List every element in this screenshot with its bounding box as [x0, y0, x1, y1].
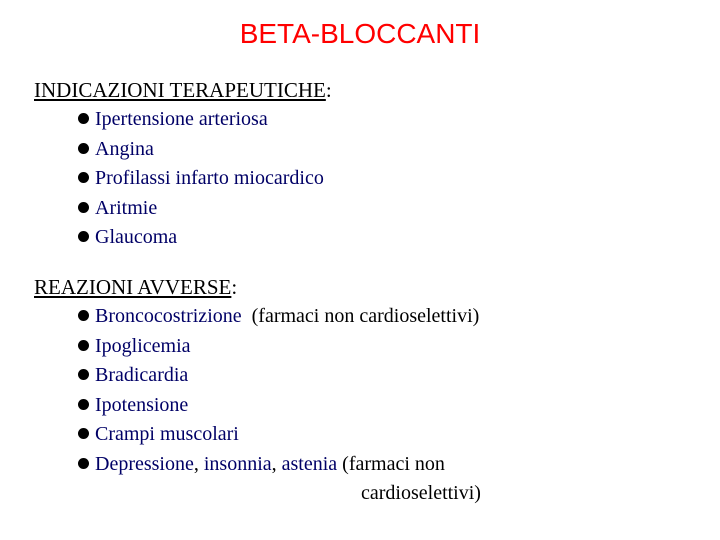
indications-list — [78, 105, 324, 253]
list-item-text-insonnia: insonnia — [203, 452, 272, 475]
adverse-heading-text: REAZIONI AVVERSE — [34, 275, 232, 299]
bullet-icon — [78, 113, 89, 124]
list-item-text-depressione: Depressione — [95, 452, 194, 475]
list-item — [78, 450, 481, 509]
list-item-text: Bradicardia — [95, 364, 189, 386]
list-item — [78, 391, 481, 421]
list-item-text: Ipertensione arteriosa — [95, 108, 268, 130]
adverse-heading-colon: : — [231, 275, 238, 299]
bullet-icon — [78, 202, 89, 213]
list-item — [78, 361, 481, 391]
bullet-icon — [78, 340, 89, 351]
list-item — [78, 302, 481, 332]
bullet-icon — [78, 428, 89, 439]
indications-heading-colon: : — [325, 78, 332, 102]
list-item-text-astenia: astenia — [281, 452, 338, 475]
list-item — [78, 135, 324, 165]
bullet-icon — [78, 458, 89, 469]
list-item-text: Profilassi infarto miocardico — [95, 167, 324, 189]
list-item — [78, 332, 481, 362]
list-item-text: Angina — [95, 137, 154, 160]
list-item-note-continued: cardioselettivi) — [361, 482, 481, 504]
list-item — [78, 223, 324, 253]
bullet-icon — [78, 369, 89, 380]
bullet-icon — [78, 399, 89, 410]
list-item — [78, 420, 481, 450]
bullet-icon — [78, 231, 89, 242]
list-item-separator: , — [193, 452, 204, 475]
list-item-separator: , — [271, 452, 282, 475]
list-item-text: Broncocostrizione — [95, 305, 242, 327]
adverse-list — [78, 302, 481, 509]
list-item — [78, 105, 324, 135]
list-item-text: Ipotensione — [95, 393, 189, 416]
indications-heading-text: INDICAZIONI TERAPEUTICHE — [34, 78, 326, 102]
page-title: BETA-BLOCCANTI — [239, 18, 481, 49]
list-item — [78, 194, 324, 224]
bullet-icon — [78, 310, 89, 321]
list-item-note: (farmaci non — [342, 452, 445, 475]
list-item — [78, 164, 324, 194]
bullet-icon — [78, 143, 89, 154]
list-item-text: Ipoglicemia — [95, 334, 191, 357]
bullet-icon — [78, 172, 89, 183]
list-item-text: Crampi muscolari — [95, 423, 239, 445]
list-item-note: (farmaci non cardioselettivi) — [251, 305, 480, 327]
list-item-text: Aritmie — [95, 196, 158, 219]
adverse-heading — [34, 273, 237, 302]
list-item-text: Glaucoma — [95, 226, 178, 248]
indications-heading — [34, 76, 332, 105]
